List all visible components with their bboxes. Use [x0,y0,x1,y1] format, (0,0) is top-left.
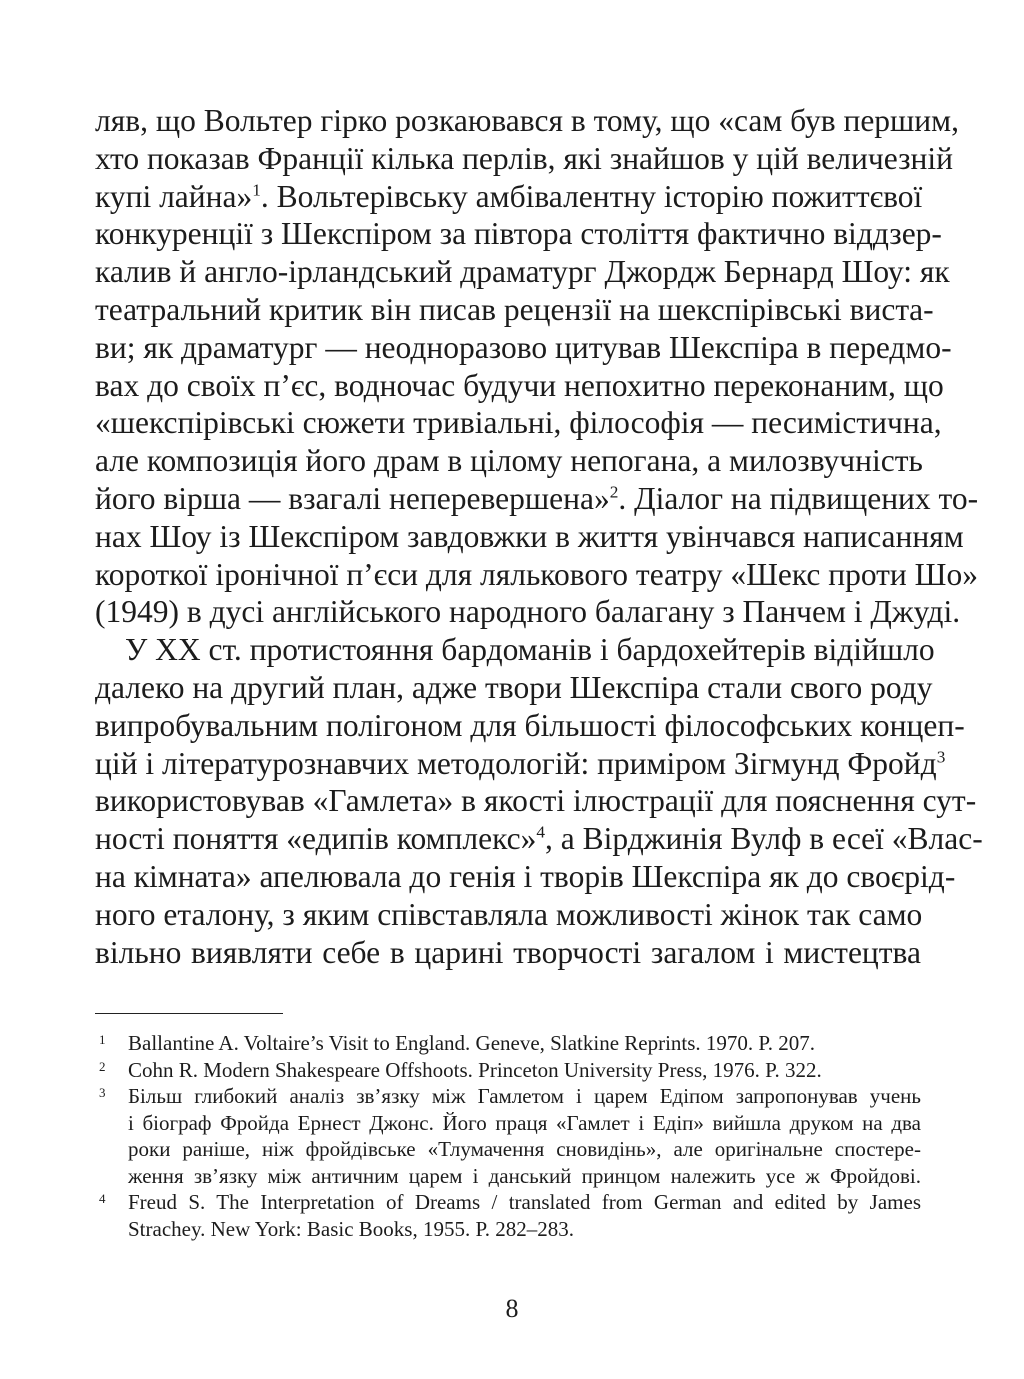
text-line: вах до своїх п’єс, водночас будучи непохитно переконаним, що [95,367,944,403]
footnote [95,1083,921,1189]
text-line: далеко на другий план, адже твори Шекспіра стали свого роду [95,669,933,705]
text-line: калив й англо-ірландський драматург Джордж Бернард Шоу: як [95,254,950,290]
text-fragment: , а Вірджинія Вулф в есеї «Влас- [545,821,983,857]
text-fragment: купі лайна» [95,178,253,214]
text-line: (1949) в дусі англійського народного балагану з Панчем і Джуді. [95,594,961,630]
footnote-line: роки раніше, ніж фройдівське «Тлумачення сновидінь», але оригінальне спостере- [128,1137,921,1161]
text-line [95,745,946,783]
text-fragment: ності поняття «едипів комплекс» [95,821,537,857]
text-line [95,178,921,216]
footnote-line: Strachey. New York: Basic Books, 1955. P. 282–283. [128,1216,575,1241]
text-fragment: . Діалог на підвищених то- [618,480,979,516]
text-line: ляв, що Вольтер гірко розкаювався в тому, що «сам був першим, [95,103,959,138]
text-fragment: . Вольтерівську амбівалентну історію пожиттєвої [260,178,923,214]
footnote-line: ження зв’язку між античним царем і данський принцом належить усе ж Фройдові. [128,1163,921,1188]
text-fragment: його вірша — взагалі неперевершена» [95,480,610,516]
footnote-line: і біограф Фройда Ернест Джонс. Його праця «Гамлет і Едіп» вийшла друком на два [128,1110,921,1135]
text-line: вільно виявляти себе в царині творчості загалом і мистецтва [95,934,921,970]
text-line: на кімната» апелювала до генія і творів Шекспіра як до своєрід- [95,858,956,894]
footnote-ref[interactable]: 1 [252,180,261,200]
text-line [95,820,983,858]
text-line: використовував «Гамлета» в якості ілюстрації для пояснення сут- [95,783,977,819]
footnote-ref[interactable]: 4 [536,822,546,842]
footnote-ref[interactable]: 3 [936,747,946,767]
footnote-number: 4 [99,1191,106,1206]
text-line: У XX ст. протистояння бардоманів і бардохейтерів відійшло [125,632,935,668]
text-line: але композиція його драм в цілому непогана, а милозвучність [95,443,923,479]
text-line: театральний критик він писав рецензії на шекспірівські вистa- [95,291,934,327]
footnote [95,1057,921,1084]
footnote [95,1189,921,1242]
footnote-number: 2 [99,1058,106,1074]
text-line: ви; як драматург — неодноразово цитував Шекспіра в передмо- [95,329,952,365]
footnote-number: 3 [99,1085,106,1100]
footnotes [95,1030,921,1242]
footnote-divider [95,1013,283,1014]
page-number: 8 [505,1294,519,1323]
text-line [95,480,979,518]
text-line: хто показав Франції кілька перлів, які знайшов у цій величезній [95,140,953,176]
text-line: «шекспірівські сюжети тривіальні, філософія — песимістична, [95,405,942,441]
text-fragment: цій і літературознавчих методологій: приміром Зігмунд Фройд [95,745,937,781]
footnote-line: Freud S. The Interpretation of Dreams / translated from German and edited by James [128,1190,921,1214]
footnote-number: 1 [99,1032,106,1047]
footnote-ref[interactable]: 2 [609,482,619,502]
footnote-line: Ballantine A. Voltaire’s Visit to England. Geneve, Slatkine Reprints. 1970. P. 207. [128,1031,816,1055]
text-line: короткої іронічної п’єси для лялькового театру «Шекс проти Шо» [95,556,978,592]
footnote-line: Більш глибокий аналіз зв’язку між Гамлетом і царем Едіпом запропонував учень [128,1084,921,1108]
text-line: ного еталону, з яким співставляла можливості жінок так само [95,896,923,932]
text-line: нах Шоу із Шекспіром завдовжки в життя увінчався написанням [95,518,964,554]
footnote-line: Cohn R. Modern Shakespeare Offshoots. Princeton University Press, 1976. P. 322. [128,1057,822,1082]
text-line: конкуренції з Шекспіром за півтора століття фактично віддзер- [95,216,942,252]
body-text [95,102,983,971]
footnote [95,1030,921,1057]
text-line: випробувальним полігоном для більшості філософських концеп- [95,707,965,743]
